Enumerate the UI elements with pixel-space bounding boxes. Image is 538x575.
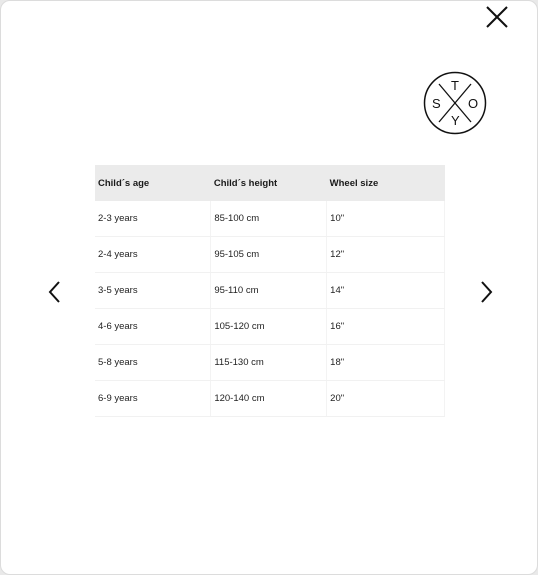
cell-height: 95-110 cm: [211, 273, 327, 309]
table-row: [95, 309, 445, 345]
previous-button[interactable]: [44, 279, 66, 305]
chevron-left-icon[interactable]: [44, 279, 66, 305]
header-wheel-size: Wheel size: [327, 165, 445, 201]
cell-wheel-size: 16": [327, 309, 445, 345]
chevron-right-icon[interactable]: [475, 279, 497, 305]
cell-age: 5-8 years: [95, 345, 211, 381]
logo-letter-top: T: [451, 78, 459, 93]
cell-wheel-size: 18": [327, 345, 445, 381]
table-row: [95, 237, 445, 273]
table-header-row: [95, 165, 445, 201]
cell-age: 2-3 years: [95, 201, 211, 237]
table-row: [95, 381, 445, 417]
table-row: [95, 201, 445, 237]
cell-height: 115-130 cm: [211, 345, 327, 381]
cell-height: 85-100 cm: [211, 201, 327, 237]
next-button[interactable]: [475, 279, 497, 305]
cell-wheel-size: 10": [327, 201, 445, 237]
close-icon[interactable]: [483, 3, 511, 31]
logo-letter-bottom: Y: [451, 113, 460, 128]
cell-age: 4-6 years: [95, 309, 211, 345]
cell-height: 105-120 cm: [211, 309, 327, 345]
cell-wheel-size: 12": [327, 237, 445, 273]
logo-letter-left: S: [432, 96, 441, 111]
logo-letter-right: O: [468, 96, 479, 111]
cell-wheel-size: 14": [327, 273, 445, 309]
cell-age: 6-9 years: [95, 381, 211, 417]
cell-height: 95-105 cm: [211, 237, 327, 273]
cell-height: 120-140 cm: [211, 381, 327, 417]
cell-age: 2-4 years: [95, 237, 211, 273]
size-chart-table: [95, 165, 445, 417]
cell-wheel-size: 20": [327, 381, 445, 417]
header-childs-height: Child´s height: [211, 165, 327, 201]
brand-logo: [423, 71, 487, 135]
table-row: [95, 273, 445, 309]
table-row: [95, 345, 445, 381]
close-button[interactable]: [483, 3, 511, 31]
cell-age: 3-5 years: [95, 273, 211, 309]
header-childs-age: Child´s age: [95, 165, 211, 201]
